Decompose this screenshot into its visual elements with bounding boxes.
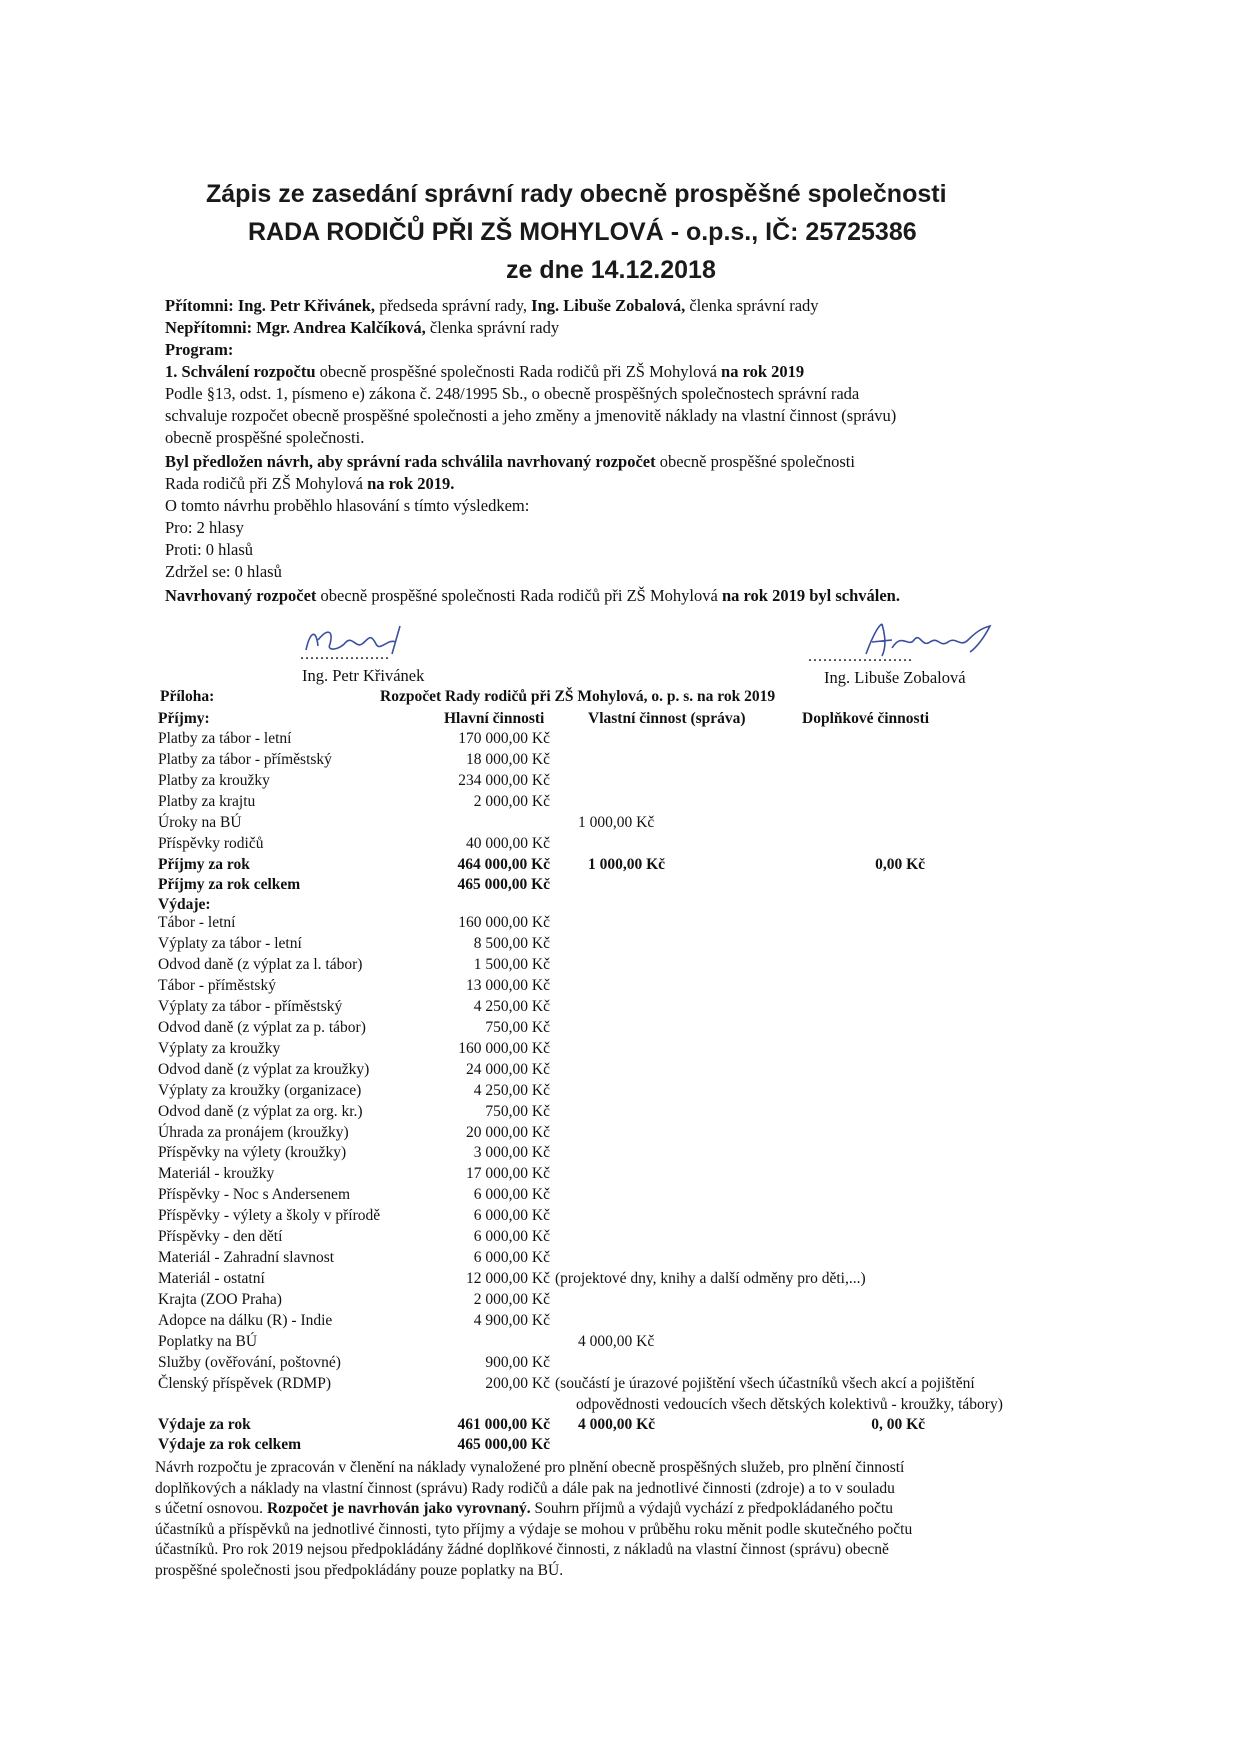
table-row	[0, 956, 1240, 977]
table-row	[0, 914, 1240, 935]
row-main: 4 250,00 Kč	[473, 997, 550, 1015]
row-label: Příspěvky - den dětí	[158, 1228, 283, 1246]
closing-line-3	[155, 1499, 912, 1520]
proposal-line2-year: na rok 2019.	[367, 474, 455, 493]
table-row	[0, 835, 1240, 856]
table-row	[0, 1228, 1240, 1249]
expense-label: Výdaje:	[158, 896, 211, 913]
vote-abstain: Zdržel se: 0 hlasů	[165, 562, 282, 581]
vote-result-bold: Navrhovaný rozpočet	[165, 586, 317, 605]
row-own: 1 000,00 Kč	[588, 856, 666, 873]
row-label: Příspěvky rodičů	[158, 835, 264, 852]
table-row	[0, 1165, 1240, 1186]
row-supplementary: 0,00 Kč	[875, 856, 925, 873]
row-main: 465 000,00 Kč	[457, 876, 550, 893]
row-label: Odvod daně (z výplat za kroužky)	[158, 1060, 370, 1078]
row-main: 20 000,00 Kč	[466, 1123, 550, 1141]
row-label: Materiál - kroužky	[158, 1165, 275, 1183]
row-main: 6 000,00 Kč	[473, 1186, 550, 1204]
table-row	[0, 998, 1240, 1019]
table-row	[0, 1103, 1240, 1124]
table-row	[0, 1082, 1240, 1103]
column-header-row	[0, 710, 1240, 731]
row-main: 8 500,00 Kč	[473, 934, 550, 952]
row-label: Platby za tábor - příměstský	[158, 751, 332, 768]
proposal-line1	[165, 452, 855, 472]
row-label: Výdaje za rok celkem	[158, 1436, 302, 1453]
row-main: 17 000,00 Kč	[466, 1165, 550, 1183]
program-item-1-year: na rok 2019	[721, 362, 805, 381]
table-row	[0, 1144, 1240, 1165]
table-row	[0, 1291, 1240, 1312]
attachment-title: Rozpočet Rady rodičů při ZŠ Mohylová, o. p. s. na rok 2019	[380, 688, 776, 705]
program-item-1-title: 1. Schválení rozpočtu	[165, 362, 316, 381]
row-label: Krajta (ZOO Praha)	[158, 1291, 282, 1309]
present-name-1: Ing. Petr Křivánek,	[237, 296, 376, 315]
closing-line-3c: Souhrn příjmů a výdajů vychází z předpokládaného počtu	[534, 1500, 894, 1517]
present-role-1: předseda správní rady,	[379, 296, 528, 315]
vote-result	[165, 586, 900, 606]
row-label: Materiál - Zahradní slavnost	[158, 1249, 335, 1267]
document-title-line2: RADA RODIČŮ PŘI ZŠ MOHYLOVÁ - o.p.s., IČ: 25725386	[248, 218, 917, 246]
signature-name-right: Ing. Libuše Zobalová	[824, 668, 966, 687]
row-main: 160 000,00 Kč	[458, 1039, 550, 1057]
row-label: Úhrada za pronájem (kroužky)	[158, 1123, 349, 1141]
row-label: Příspěvky na výlety (kroužky)	[158, 1144, 347, 1162]
table-row	[0, 935, 1240, 956]
table-row	[0, 1186, 1240, 1207]
col-header-main: Hlavní činnosti	[444, 710, 545, 727]
row-label: Členský příspěvek (RDMP)	[158, 1374, 332, 1392]
closing-line-2: doplňkových a náklady na vlastní činnost (správu) Rady rodičů a dále pak na jednotlivé činnosti (zdroje) a to v souladu	[155, 1479, 895, 1497]
income-label: Příjmy:	[158, 710, 210, 727]
row-label: Odvod daně (z výplat za l. tábor)	[158, 955, 363, 973]
row-main: 6 000,00 Kč	[473, 1249, 550, 1267]
absent-label: Nepřítomni:	[165, 318, 253, 337]
note-continued-text: odpovědnosti vedoucích všech dětských kolektivů - kroužky, tábory)	[576, 1396, 1003, 1413]
expense-total-row	[0, 1436, 1240, 1457]
row-main: 200,00 Kč	[485, 1374, 550, 1392]
program-paragraph-line1: Podle §13, odst. 1, písmeno e) zákona č. 248/1995 Sb., o obecně prospěšných společnostech správní rada	[165, 384, 860, 403]
row-main: 4 250,00 Kč	[473, 1081, 550, 1099]
program-paragraph-line2: schvaluje rozpočet obecně prospěšné společnosti a jeho změny a jmenovitě náklady na vlastní činnost (správu)	[165, 406, 897, 425]
row-label: Platby za tábor - letní	[158, 730, 292, 747]
attachment-label: Příloha:	[160, 688, 215, 705]
present-line	[165, 296, 819, 316]
col-header-own: Vlastní činnost (správa)	[588, 710, 746, 727]
row-label: Výplaty za kroužky (organizace)	[158, 1081, 362, 1099]
program-item-1	[165, 362, 804, 382]
row-label: Poplatky na BÚ	[158, 1333, 258, 1350]
row-main: 461 000,00 Kč	[457, 1416, 550, 1433]
row-main: 170 000,00 Kč	[458, 730, 550, 747]
program-label: Program:	[165, 340, 234, 359]
row-main: 6 000,00 Kč	[473, 1207, 550, 1225]
table-row	[0, 1375, 1240, 1396]
row-main: 465 000,00 Kč	[457, 1436, 550, 1453]
table-row	[0, 977, 1240, 998]
row-main: 234 000,00 Kč	[458, 772, 550, 789]
program-paragraph-line3: obecně prospěšné společnosti.	[165, 428, 365, 447]
row-main: 1 500,00 Kč	[473, 955, 550, 973]
table-row	[0, 751, 1240, 772]
proposal-text: obecně prospěšné společnosti	[659, 452, 855, 471]
vote-result-bold2: na rok 2019 byl schválen.	[721, 586, 900, 605]
row-main: 13 000,00 Kč	[466, 976, 550, 994]
vote-intro: O tomto návrhu proběhlo hlasování s tímto výsledkem:	[165, 496, 530, 515]
present-label: Přítomni:	[165, 296, 234, 315]
proposal-line2	[165, 474, 454, 494]
absent-role: členka správní rady	[429, 318, 560, 337]
row-main: 3 000,00 Kč	[473, 1144, 550, 1162]
row-label: Adopce na dálku (R) - Indie	[158, 1312, 333, 1330]
row-label: Odvod daně (z výplat za org. kr.)	[158, 1102, 363, 1120]
row-main: 750,00 Kč	[485, 1018, 550, 1036]
row-label: Platby za krajtu	[158, 793, 256, 810]
table-row	[0, 1312, 1240, 1333]
table-row	[0, 1019, 1240, 1040]
row-label: Příjmy za rok	[158, 856, 250, 873]
row-label: Úroky na BÚ	[158, 814, 242, 831]
row-label: Odvod daně (z výplat za p. tábor)	[158, 1018, 366, 1036]
closing-line-5: účastníků. Pro rok 2019 nejsou předpokládány žádné doplňkové činnosti, z nákladů na vlastní činnost (správu) obecně	[155, 1541, 889, 1558]
row-note: (součástí je úrazové pojištění všech účastníků všech akcí a pojištění	[555, 1374, 975, 1392]
absent-name: Mgr. Andrea Kalčíková,	[256, 318, 426, 337]
row-label: Příjmy za rok celkem	[158, 876, 301, 893]
row-label: Příspěvky - Noc s Andersenem	[158, 1186, 350, 1204]
income-total-row	[0, 876, 1240, 897]
row-main: 40 000,00 Kč	[466, 835, 550, 852]
closing-paragraph	[155, 1458, 912, 1581]
row-label: Výplaty za kroužky	[158, 1039, 281, 1057]
table-row	[0, 793, 1240, 814]
vote-proti: Proti: 0 hlasů	[165, 540, 254, 559]
closing-line-4: účastníků a příspěvků na jednotlivé činnosti, tyto příjmy a výdaje se mohou v průběhu roku měnit podle skutečného počtu	[155, 1520, 913, 1538]
row-main: 160 000,00 Kč	[458, 914, 550, 931]
expense-year-row	[0, 1416, 1240, 1437]
row-label: Tábor - letní	[158, 914, 236, 931]
row-note: (projektové dny, knihy a další odměny pro děti,...)	[555, 1270, 866, 1288]
closing-line-6: prospěšné společnosti jsou předpokládány pouze poplatky na BÚ.	[155, 1561, 564, 1579]
row-main: 6 000,00 Kč	[473, 1228, 550, 1246]
row-main: 2 000,00 Kč	[473, 793, 550, 810]
signature-line-left: ..................	[300, 646, 390, 663]
row-main: 18 000,00 Kč	[466, 751, 550, 768]
row-main: 2 000,00 Kč	[473, 1291, 550, 1309]
program-item-1-text: obecně prospěšné společnosti Rada rodičů při ZŠ Mohylová	[319, 362, 717, 381]
vote-result-text: obecně prospěšné společnosti Rada rodičů při ZŠ Mohylová	[320, 586, 718, 605]
document-title-date: ze dne 14.12.2018	[506, 256, 716, 284]
vote-pro: Pro: 2 hlasy	[165, 518, 244, 537]
table-row	[0, 1249, 1240, 1270]
row-label: Výplaty za tábor - letní	[158, 934, 302, 952]
table-row	[0, 1207, 1240, 1228]
row-main: 4 900,00 Kč	[473, 1312, 550, 1330]
row-supplementary: 0, 00 Kč	[871, 1416, 925, 1433]
income-year-row	[0, 856, 1240, 877]
closing-line-3a: s účetní osnovou.	[155, 1500, 264, 1517]
row-label: Příspěvky - výlety a školy v přírodě	[158, 1207, 381, 1225]
row-label: Výplaty za tábor - příměstský	[158, 997, 343, 1015]
signature-name-left: Ing. Petr Křivánek	[302, 666, 425, 685]
table-row	[0, 772, 1240, 793]
row-own: 1 000,00 Kč	[578, 814, 655, 831]
table-row	[0, 1333, 1240, 1354]
row-main: 750,00 Kč	[485, 1102, 550, 1120]
row-main: 24 000,00 Kč	[466, 1060, 550, 1078]
row-main: 900,00 Kč	[485, 1353, 550, 1371]
document-title-line1: Zápis ze zasedání správní rady obecně prospěšné společnosti	[206, 180, 947, 208]
table-row	[0, 814, 1240, 835]
row-label: Tábor - příměstský	[158, 976, 276, 994]
table-row	[0, 1354, 1240, 1375]
table-row	[0, 730, 1240, 751]
row-main: 12 000,00 Kč	[466, 1270, 550, 1288]
row-label: Materiál - ostatní	[158, 1270, 265, 1288]
closing-line-3b: Rozpočet je navrhován jako vyrovnaný.	[266, 1500, 531, 1517]
present-name-2: Ing. Libuše Zobalová,	[531, 296, 686, 315]
signature-line-right: .....................	[808, 648, 913, 665]
proposal-line2-text: Rada rodičů při ZŠ Mohylová	[165, 474, 363, 493]
row-main: 464 000,00 Kč	[457, 856, 550, 873]
proposal-bold: Byl předložen návrh, aby správní rada schválila navrhovaný rozpočet	[165, 452, 656, 471]
row-own: 4 000,00 Kč	[578, 1416, 656, 1433]
table-row	[0, 1124, 1240, 1145]
present-role-2: členka správní rady	[689, 296, 819, 315]
absent-line	[165, 318, 559, 338]
row-label: Výdaje za rok	[158, 1416, 251, 1433]
table-row	[0, 1270, 1240, 1291]
col-header-supplementary: Doplňkové činnosti	[802, 710, 930, 727]
row-label: Služby (ověřování, poštovné)	[158, 1353, 341, 1371]
row-label: Platby za kroužky	[158, 772, 270, 789]
table-row	[0, 1061, 1240, 1082]
closing-line-1: Návrh rozpočtu je zpracován v členění na náklady vynaložené pro plnění obecně prospěšných služeb, pro plnění činností	[155, 1459, 905, 1476]
row-own: 4 000,00 Kč	[578, 1333, 655, 1350]
expense-note-continued	[0, 1396, 1240, 1417]
table-row	[0, 1040, 1240, 1061]
